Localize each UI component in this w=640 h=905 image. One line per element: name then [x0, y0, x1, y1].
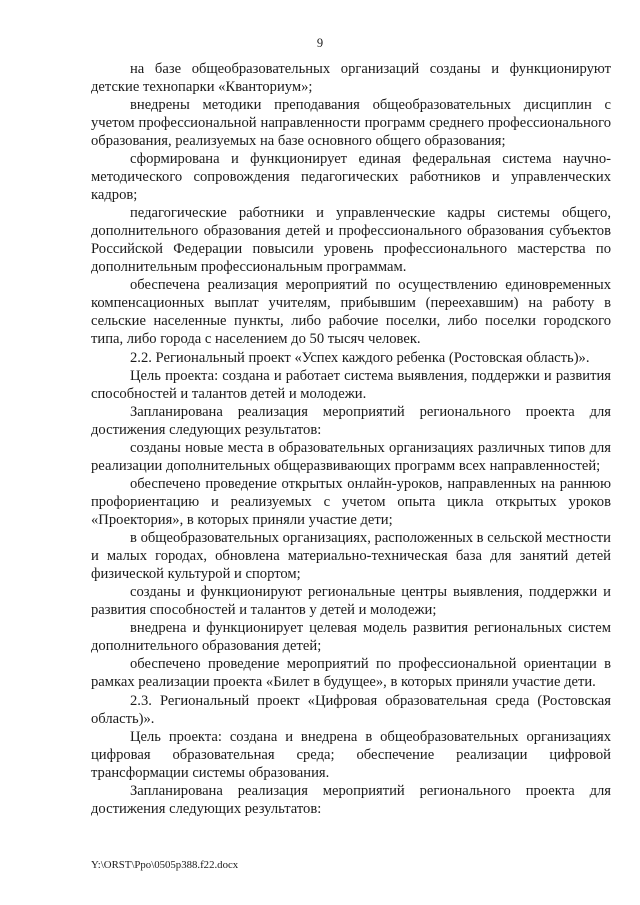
section-heading: 2.2. Региональный проект «Успех каждого ребенка (Ростовская область)».	[130, 350, 590, 366]
paragraph: внедрены методики преподавания общеобразовательных дисциплин с учетом профессиональной направленности программ среднего профессионального образования, реализуемых на базе основного общего образования;	[91, 97, 611, 149]
paragraph: сформирована и функционирует единая федеральная система научно-методического сопровождения педагогических работников и управленческих кадров;	[91, 151, 611, 203]
paragraph: созданы новые места в образовательных организациях различных типов для реализации дополнительных общеразвивающих программ всех направленностей;	[91, 440, 611, 474]
page-number: 9	[316, 36, 324, 50]
paragraph: педагогические работники и управленческие кадры системы общего, дополнительного образования детей и профессионального образования субъектов Российской Федерации повысили уровень профессионального мастерства по дополнительным профессиональным программам.	[91, 205, 611, 275]
paragraph: Цель проекта: создана и работает система выявления, поддержки и развития способностей и талантов детей и молодежи.	[91, 368, 611, 402]
paragraph: в общеобразовательных организациях, расположенных в сельской местности и малых городах, обновлена материально-техническая база для занятий детей физической культурой и спортом;	[91, 530, 611, 582]
paragraph: Запланирована реализация мероприятий регионального проекта для достижения следующих результатов:	[91, 783, 611, 817]
paragraph: внедрена и функционирует целевая модель развития региональных систем дополнительного образования детей;	[91, 620, 611, 654]
file-path-footer: Y:\ORST\Ppo\0505p388.f22.docx	[91, 859, 239, 871]
paragraph: обеспечено проведение мероприятий по профессиональной ориентации в рамках реализации проекта «Билет в будущее», в которых приняли участие дети.	[91, 656, 611, 690]
paragraph: обеспечена реализация мероприятий по осуществлению единовременных компенсационных выплат учителям, прибывшим (переехавшим) на работу в сельские населенные пункты, либо рабочие поселки, либо поселки городского типа, либо города с населением до 50 тысяч человек.	[91, 277, 611, 347]
document-body	[91, 60, 611, 818]
paragraph: обеспечено проведение открытых онлайн-уроков, направленных на раннюю профориентацию и реализуемых с учетом опыта цикла открытых уроков «Проектория», в которых приняли участие дети;	[91, 476, 611, 528]
section-heading: 2.3. Региональный проект «Цифровая образовательная среда (Ростовская область)».	[91, 693, 611, 727]
paragraph: на базе общеобразовательных организаций созданы и функционируют детские технопарки «Кванториум»;	[91, 61, 611, 95]
paragraph: Запланирована реализация мероприятий регионального проекта для достижения следующих результатов:	[91, 404, 611, 438]
paragraph: Цель проекта: создана и внедрена в общеобразовательных организациях цифровая образовательная среда; обеспечение реализации цифровой трансформации системы образования.	[91, 729, 611, 781]
paragraph: созданы и функционируют региональные центры выявления, поддержки и развития способностей и талантов у детей и молодежи;	[91, 584, 611, 618]
